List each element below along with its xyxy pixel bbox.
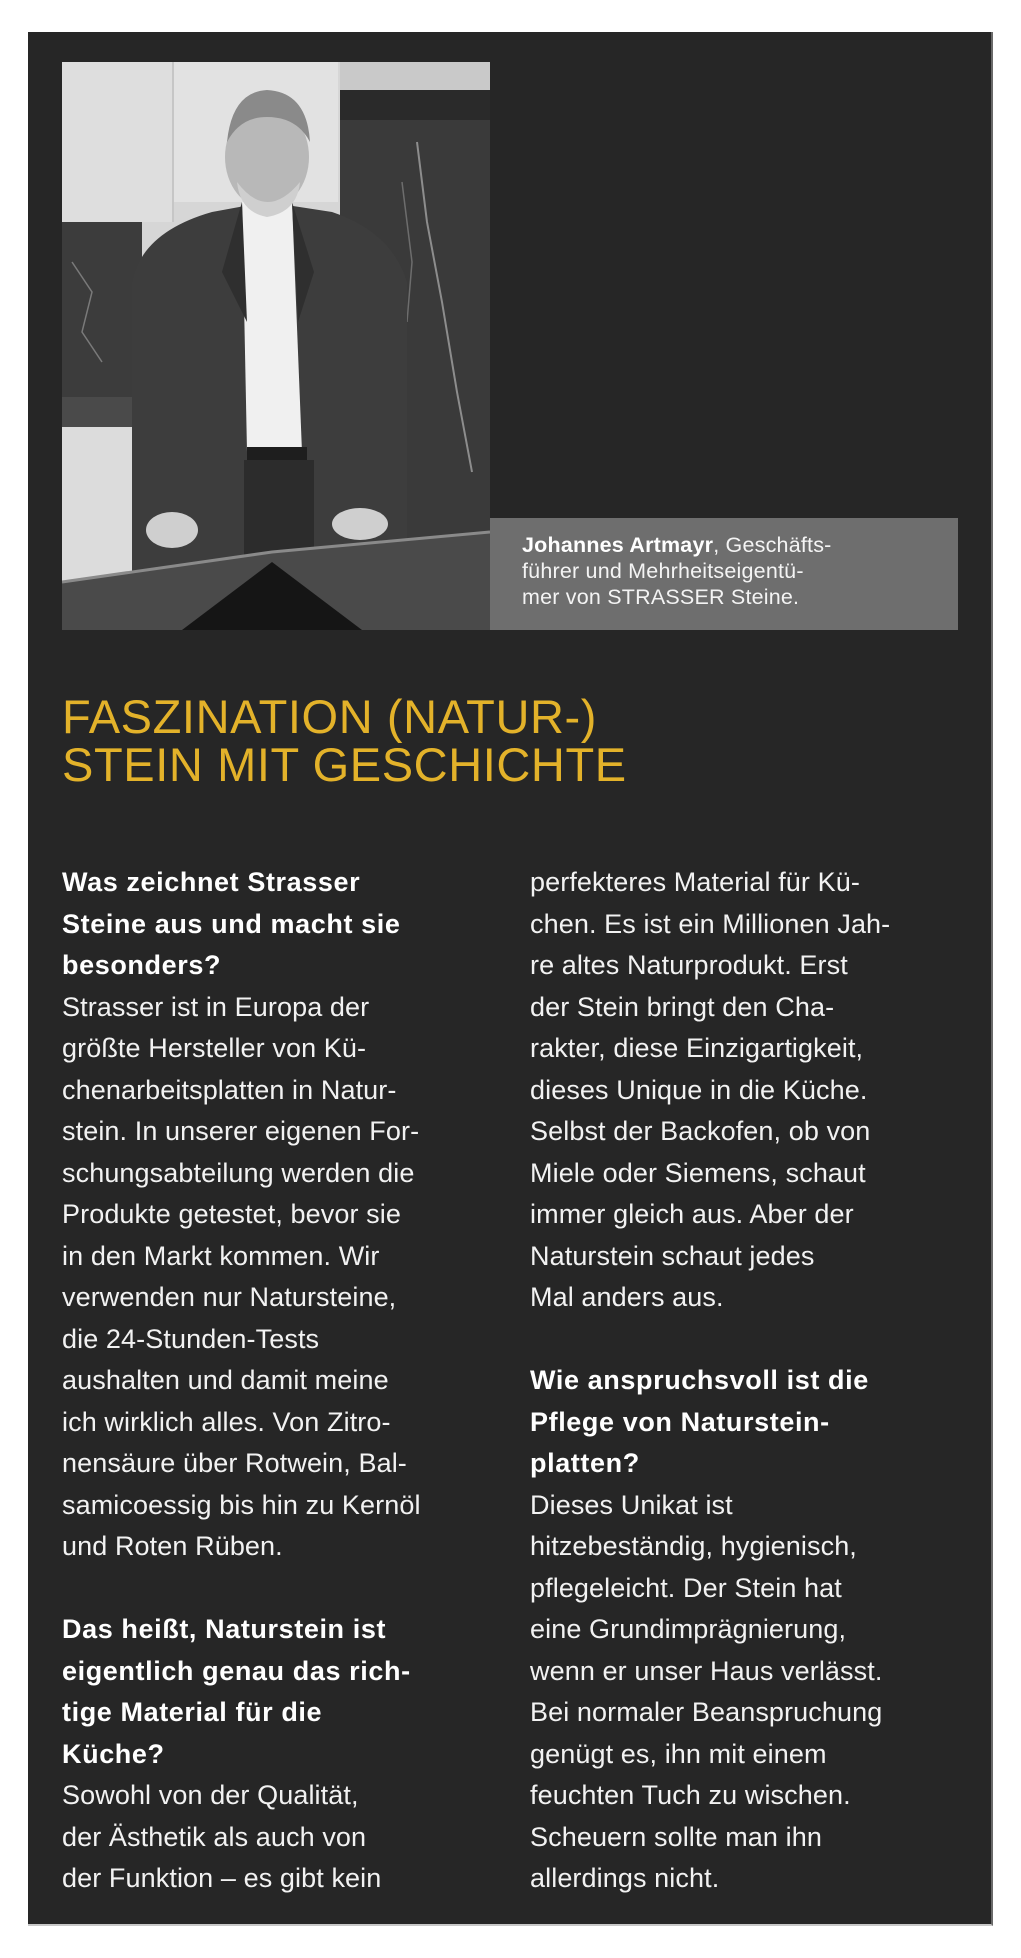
interview-question-2: [62, 1609, 502, 1775]
answer-line: chenarbeitsplatten in Natur-: [62, 1074, 397, 1105]
answer-line: allerdings nicht.: [530, 1863, 720, 1893]
interview-question-1: [62, 862, 502, 987]
answer-line: verwenden nur Natursteine,: [62, 1282, 397, 1312]
answer-line: Bei normaler Beanspruchung: [530, 1697, 883, 1727]
question-line: eigentlich genau das rich-: [62, 1655, 411, 1686]
answer-line: hitzebeständig, hygienisch,: [530, 1531, 857, 1561]
question-line: Das heißt, Naturstein ist: [62, 1614, 387, 1644]
answer-line: Dieses Unikat ist: [530, 1489, 733, 1520]
answer-line: eine Grundimprägnierung,: [530, 1614, 847, 1644]
paragraph-gap: [530, 1319, 970, 1361]
article-title-line: STEIN MIT GESCHICHTE: [62, 738, 627, 791]
answer-line: und Roten Rüben.: [62, 1531, 283, 1561]
caption-text-line: , Geschäfts-: [713, 533, 832, 557]
answer-line: größte Hersteller von Kü-: [62, 1033, 367, 1063]
answer-line: re altes Naturprodukt. Erst: [530, 950, 848, 980]
answer-line: pflegeleicht. Der Stein hat: [530, 1572, 842, 1603]
answer-line: Selbst der Backofen, ob von: [530, 1116, 871, 1146]
answer-line: aushalten und damit meine: [62, 1365, 389, 1395]
interview-question-3: [530, 1360, 970, 1485]
answer-line: rakter, diese Einzigartigkeit,: [530, 1033, 864, 1063]
answer-line: feuchten Tuch zu wischen.: [530, 1780, 851, 1810]
caption-person-name: Johannes Artmayr: [522, 533, 714, 557]
answer-line: samicoessig bis hin zu Kernöl: [62, 1489, 421, 1520]
question-line: Pflege von Naturstein-: [530, 1406, 830, 1437]
answer-line: Naturstein schaut jedes: [530, 1240, 815, 1271]
caption-text-line: mer von STRASSER Steine.: [522, 585, 800, 609]
answer-line: Miele oder Siemens, schaut: [530, 1157, 866, 1188]
question-line: Was zeichnet Strasser: [62, 867, 361, 897]
article-title-line: FASZINATION (NATUR-): [62, 690, 598, 743]
portrait-image-icon: [62, 62, 490, 630]
interview-answer-2-continued: [530, 862, 970, 1319]
photo-caption: [490, 518, 958, 630]
interview-answer-1: [62, 987, 502, 1568]
answer-line: der Funktion – es gibt kein: [62, 1863, 382, 1893]
answer-line: der Stein bringt den Cha-: [530, 991, 835, 1022]
answer-line: schungsabteilung werden die: [62, 1157, 415, 1188]
question-line: platten?: [530, 1448, 640, 1478]
answer-line: nensäure über Rotwein, Bal-: [62, 1448, 407, 1478]
answer-line: Strasser ist in Europa der: [62, 991, 370, 1022]
question-line: Küche?: [62, 1738, 165, 1769]
answer-line: chen. Es ist ein Millionen Jah-: [530, 908, 891, 939]
paragraph-gap: [62, 1568, 502, 1610]
answer-line: wenn er unser Haus verlässt.: [530, 1655, 883, 1686]
answer-line: der Ästhetik als auch von: [62, 1821, 367, 1852]
article-column-right: [530, 862, 970, 1900]
answer-line: stein. In unserer eigenen For-: [62, 1116, 420, 1146]
answer-line: Scheuern sollte man ihn: [530, 1821, 822, 1852]
answer-line: die 24-Stunden-Tests: [62, 1323, 320, 1354]
article-title: [62, 690, 942, 791]
portrait-photo: [62, 62, 490, 630]
answer-line: in den Markt kommen. Wir: [62, 1240, 380, 1271]
question-line: Wie anspruchsvoll ist die: [530, 1365, 869, 1395]
interview-answer-2: [62, 1775, 502, 1900]
answer-line: perfekteres Material für Kü-: [530, 867, 860, 897]
article-column-left: [62, 862, 502, 1900]
question-line: tige Material für die: [62, 1697, 323, 1727]
answer-line: dieses Unique in die Küche.: [530, 1074, 868, 1105]
caption-text-line: führer und Mehrheitseigentü-: [522, 559, 804, 583]
answer-line: genügt es, ihn mit einem: [530, 1738, 827, 1769]
answer-line: immer gleich aus. Aber der: [530, 1199, 854, 1229]
interview-answer-3: [530, 1485, 970, 1900]
answer-line: Produkte getestet, bevor sie: [62, 1199, 401, 1229]
question-line: Steine aus und macht sie: [62, 908, 401, 939]
answer-line: ich wirklich alles. Von Zitro-: [62, 1406, 391, 1437]
answer-line: Sowohl von der Qualität,: [62, 1780, 359, 1810]
question-line: besonders?: [62, 950, 222, 980]
answer-line: Mal anders aus.: [530, 1282, 724, 1312]
